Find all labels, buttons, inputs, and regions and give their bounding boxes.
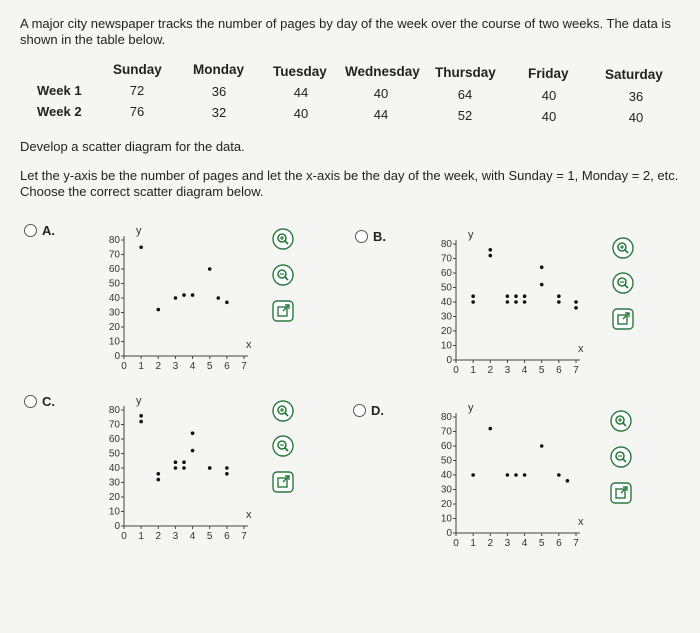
scatter-point xyxy=(488,427,492,431)
table-cell: 40 xyxy=(373,86,389,101)
scatter-point xyxy=(174,296,178,300)
zoom-in-icon[interactable] xyxy=(272,400,294,422)
open-new-window-icon[interactable] xyxy=(610,482,632,504)
x-tick-label: 4 xyxy=(521,365,528,376)
y-tick-label: 60 xyxy=(440,441,452,452)
option-d-label: D. xyxy=(371,403,384,418)
y-tick-label: 30 xyxy=(440,484,452,496)
y-tick-label: 30 xyxy=(108,307,120,319)
scatter-point xyxy=(225,466,229,470)
x-tick-label: 2 xyxy=(487,365,494,376)
y-tick-label: 70 xyxy=(108,249,120,261)
scatter-point xyxy=(216,296,220,300)
x-tick-label: 3 xyxy=(504,365,511,376)
scatter-point xyxy=(174,466,178,470)
scatter-chart-d xyxy=(432,405,602,570)
x-tick-label: 0 xyxy=(121,531,127,542)
y-tick-label: 0 xyxy=(446,528,452,539)
x-axis-label: x xyxy=(578,516,584,528)
y-tick-label: 10 xyxy=(108,336,120,348)
y-tick-label: 70 xyxy=(440,426,452,438)
scatter-point xyxy=(540,444,544,448)
option-d[interactable] xyxy=(353,403,384,418)
y-tick-label: 60 xyxy=(108,434,120,445)
scatter-point xyxy=(566,479,570,483)
x-tick-label: 5 xyxy=(206,531,213,542)
table-cell: 40 xyxy=(293,106,309,121)
x-tick-label: 0 xyxy=(453,538,459,549)
option-b[interactable] xyxy=(355,229,386,244)
row-label-week1: Week 1 xyxy=(37,83,82,98)
y-axis-label: y xyxy=(468,232,474,241)
table-cell: 52 xyxy=(457,108,473,123)
y-tick-label: 60 xyxy=(108,264,120,275)
scatter-point xyxy=(174,460,178,464)
table-cell: 36 xyxy=(211,84,227,99)
y-tick-label: 0 xyxy=(114,521,120,532)
x-axis-label: x xyxy=(246,339,252,351)
scatter-point xyxy=(514,473,518,477)
zoom-out-icon[interactable] xyxy=(610,446,632,468)
x-tick-label: 3 xyxy=(172,361,179,372)
table-cell: 72 xyxy=(129,83,145,98)
x-tick-label: 7 xyxy=(573,365,579,376)
scatter-point xyxy=(225,472,229,476)
scatter-point xyxy=(523,473,527,477)
scatter-point xyxy=(139,245,143,249)
scatter-point xyxy=(208,267,212,271)
zoom-out-icon[interactable] xyxy=(272,264,294,286)
table-cell: 40 xyxy=(541,88,557,103)
intro-text: A major city newspaper tracks the number of pages by day of the week over the course of two weeks. The data is shown in the table below. xyxy=(20,16,671,47)
y-axis-label: y xyxy=(468,405,474,414)
y-axis-label: y xyxy=(136,398,142,407)
scatter-point xyxy=(156,472,160,476)
y-tick-label: 30 xyxy=(108,477,120,489)
zoom-out-icon[interactable] xyxy=(612,272,634,294)
y-tick-label: 10 xyxy=(108,506,120,518)
scatter-point xyxy=(540,265,544,269)
table-cell: 36 xyxy=(628,89,644,104)
x-tick-label: 0 xyxy=(453,365,459,376)
scatter-point xyxy=(523,294,527,298)
scatter-point xyxy=(506,300,510,304)
scatter-point xyxy=(191,449,195,453)
col-header-monday: Monday xyxy=(193,62,245,77)
x-tick-label: 7 xyxy=(573,538,579,549)
scatter-chart-c xyxy=(100,398,270,558)
y-tick-label: 80 xyxy=(108,235,120,246)
y-tick-label: 80 xyxy=(108,405,120,416)
scatter-point xyxy=(471,294,475,298)
col-header-tuesday: Tuesday xyxy=(273,64,327,79)
x-axis-label: x xyxy=(578,343,584,355)
y-tick-label: 20 xyxy=(108,322,120,333)
scatter-point xyxy=(139,414,143,418)
y-tick-label: 40 xyxy=(440,470,452,481)
x-tick-label: 1 xyxy=(470,365,476,376)
radio-b[interactable] xyxy=(355,230,368,243)
x-tick-label: 6 xyxy=(224,531,230,542)
scatter-point xyxy=(488,254,492,258)
y-axis-label: y xyxy=(136,228,142,237)
col-header-sunday: Sunday xyxy=(113,62,162,77)
scatter-point xyxy=(191,293,195,297)
x-tick-label: 6 xyxy=(556,365,562,376)
y-tick-label: 10 xyxy=(440,513,452,525)
scatter-point xyxy=(156,308,160,312)
zoom-out-icon[interactable] xyxy=(272,435,294,457)
x-tick-label: 1 xyxy=(138,531,144,542)
y-tick-label: 20 xyxy=(440,499,452,510)
scatter-point xyxy=(574,306,578,310)
y-tick-label: 50 xyxy=(440,282,452,294)
x-tick-label: 3 xyxy=(172,531,179,542)
y-tick-label: 0 xyxy=(446,355,452,366)
x-tick-label: 5 xyxy=(206,361,213,372)
zoom-in-icon[interactable] xyxy=(272,228,294,250)
x-tick-label: 2 xyxy=(487,538,494,549)
y-tick-label: 40 xyxy=(108,293,120,304)
x-tick-label: 7 xyxy=(241,531,247,542)
y-tick-label: 40 xyxy=(108,463,120,474)
table-cell: 76 xyxy=(129,104,145,119)
y-tick-label: 80 xyxy=(440,412,452,423)
radio-c[interactable] xyxy=(24,395,37,408)
x-tick-label: 0 xyxy=(121,361,127,372)
x-tick-label: 5 xyxy=(538,365,545,376)
radio-d[interactable] xyxy=(353,404,366,417)
col-header-friday: Friday xyxy=(528,66,569,81)
open-new-window-icon[interactable] xyxy=(272,300,294,322)
x-tick-label: 2 xyxy=(155,361,162,372)
y-tick-label: 20 xyxy=(108,492,120,503)
scatter-chart-b xyxy=(432,232,602,392)
table-cell: 32 xyxy=(211,105,227,120)
scatter-point xyxy=(557,300,561,304)
y-tick-label: 40 xyxy=(440,297,452,308)
y-tick-label: 0 xyxy=(114,351,120,362)
scatter-point xyxy=(523,300,527,304)
scatter-point xyxy=(182,293,186,297)
scatter-point xyxy=(225,301,229,305)
scatter-chart-a xyxy=(100,228,270,388)
table-cell: 40 xyxy=(541,109,557,124)
col-header-wednesday: Wednesday xyxy=(345,64,420,79)
question-detail: Let the y-axis be the number of pages and let the x-axis be the day of the week, with Sunday = 1, Monday = 2, etc. Choose the correct scatter diagram below. xyxy=(20,168,679,199)
option-a[interactable] xyxy=(24,223,55,238)
scatter-point xyxy=(557,473,561,477)
option-c[interactable] xyxy=(24,394,55,409)
scatter-point xyxy=(506,294,510,298)
table-cell: 40 xyxy=(628,110,644,125)
x-tick-label: 4 xyxy=(521,538,528,549)
open-new-window-icon[interactable] xyxy=(272,471,294,493)
scatter-point xyxy=(191,431,195,435)
scatter-point xyxy=(488,248,492,252)
scatter-point xyxy=(514,294,518,298)
x-tick-label: 5 xyxy=(538,538,545,549)
question-instruction: Develop a scatter diagram for the data. xyxy=(20,139,245,154)
x-tick-label: 6 xyxy=(224,361,230,372)
scatter-point xyxy=(208,466,212,470)
col-header-saturday: Saturday xyxy=(605,67,663,82)
scatter-point xyxy=(182,466,186,470)
zoom-in-icon[interactable] xyxy=(612,237,634,259)
option-a-label: A. xyxy=(42,223,55,238)
x-tick-label: 1 xyxy=(470,538,476,549)
zoom-in-icon[interactable] xyxy=(610,410,632,432)
scatter-point xyxy=(471,300,475,304)
scatter-point xyxy=(540,283,544,287)
x-tick-label: 4 xyxy=(189,531,196,542)
scatter-point xyxy=(139,420,143,424)
scatter-point xyxy=(156,478,160,482)
y-tick-label: 10 xyxy=(440,340,452,352)
x-tick-label: 4 xyxy=(189,361,196,372)
y-tick-label: 80 xyxy=(440,239,452,250)
y-tick-label: 30 xyxy=(440,311,452,323)
y-tick-label: 60 xyxy=(440,268,452,279)
table-cell: 44 xyxy=(373,107,389,122)
scatter-point xyxy=(574,300,578,304)
scatter-point xyxy=(471,473,475,477)
y-tick-label: 70 xyxy=(440,253,452,265)
table-cell: 44 xyxy=(293,85,309,100)
y-tick-label: 50 xyxy=(108,278,120,290)
radio-a[interactable] xyxy=(24,224,37,237)
col-header-thursday: Thursday xyxy=(435,65,496,80)
scatter-point xyxy=(182,460,186,464)
row-label-week2: Week 2 xyxy=(37,104,82,119)
x-tick-label: 7 xyxy=(241,361,247,372)
table-cell: 64 xyxy=(457,87,473,102)
x-tick-label: 3 xyxy=(504,538,511,549)
option-c-label: C. xyxy=(42,394,55,409)
y-tick-label: 50 xyxy=(108,448,120,460)
y-tick-label: 70 xyxy=(108,419,120,431)
x-tick-label: 1 xyxy=(138,361,144,372)
scatter-point xyxy=(514,300,518,304)
x-tick-label: 6 xyxy=(556,538,562,549)
y-tick-label: 20 xyxy=(440,326,452,337)
scatter-point xyxy=(557,294,561,298)
scatter-point xyxy=(506,473,510,477)
option-b-label: B. xyxy=(373,229,386,244)
x-tick-label: 2 xyxy=(155,531,162,542)
open-new-window-icon[interactable] xyxy=(612,308,634,330)
y-tick-label: 50 xyxy=(440,455,452,467)
x-axis-label: x xyxy=(246,509,252,521)
